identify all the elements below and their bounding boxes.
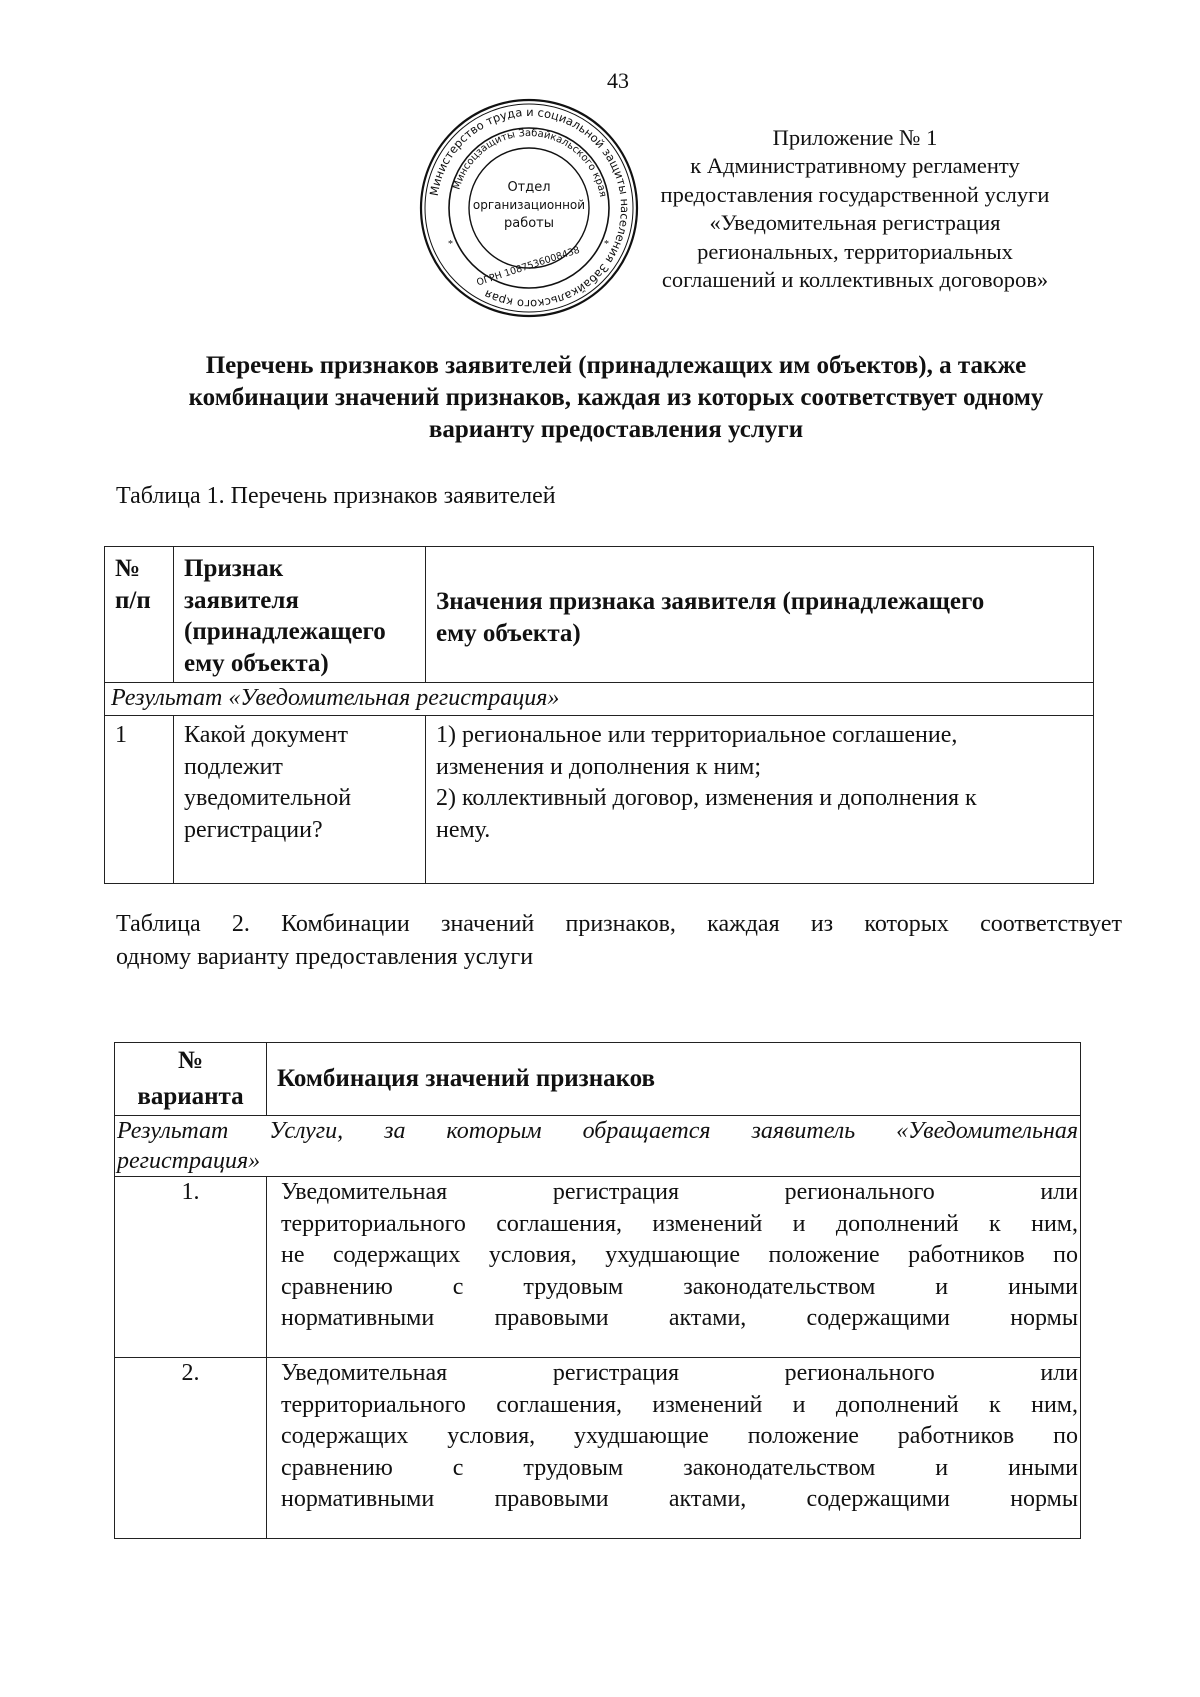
page-number: 43 — [607, 68, 629, 93]
stamp-inner-ring-text: Минсоцзащиты Забайкальского края — [451, 127, 609, 198]
variant-combination — [267, 1358, 1081, 1539]
official-stamp — [418, 97, 640, 319]
table-row — [115, 1177, 1081, 1358]
cell-text: содержащих условия, ухудшающие положение работников по — [281, 1423, 1078, 1449]
table1-section-row — [105, 683, 1094, 716]
document-title — [112, 350, 1120, 446]
cell-text: сравнению с трудовым законодательством и иными — [281, 1454, 1078, 1481]
table2-header-num — [115, 1043, 267, 1116]
row-feature — [174, 716, 426, 884]
header-text: ему объекта) — [436, 619, 581, 647]
table-row — [105, 716, 1094, 884]
section-line: Результат Услуги, за которым обращается заявитель «Уведомительная — [117, 1118, 1078, 1144]
cell-text: не содержащих условия, ухудшающие положение работников по — [281, 1242, 1078, 1268]
table2-section — [115, 1116, 1081, 1177]
appendix-line: соглашений и коллективных договоров» — [661, 267, 1049, 293]
variant-number: 2. — [115, 1358, 267, 1539]
table1-header-row — [105, 547, 1094, 683]
table2-caption — [116, 908, 1122, 974]
variant-combination — [267, 1177, 1081, 1358]
stamp-outer-text: Министерство труда и социальной защиты населения Забайкальского края — [426, 104, 633, 312]
section-line: регистрация» — [117, 1148, 261, 1174]
header-text: № — [115, 555, 141, 582]
stamp-star-right: * — [604, 239, 609, 250]
header-text: ему объекта) — [184, 649, 329, 677]
header-text: Значения признака заявителя (принадлежащего — [436, 588, 985, 615]
stamp-center-line2: организационной — [472, 198, 586, 212]
cell-text: сравнению с трудовым законодательством и иными — [281, 1273, 1078, 1300]
cell-text: 1) региональное или территориальное соглашение, — [436, 722, 958, 748]
header-text: № — [177, 1047, 204, 1074]
table1-header-values — [426, 547, 1094, 683]
cell-text: нормативными правовыми актами, содержащими нормы — [281, 1305, 1078, 1331]
cell-text: уведомительной — [184, 785, 352, 811]
header-text: Признак — [184, 555, 284, 582]
table1 — [104, 546, 1094, 884]
cell-text: нормативными правовыми актами, содержащими нормы — [281, 1486, 1078, 1512]
appendix-line: региональных, территориальных — [697, 238, 1013, 264]
appendix-header — [620, 124, 1090, 294]
appendix-line: предоставления государственной услуги — [660, 181, 1050, 207]
stamp-star-left: * — [448, 239, 453, 250]
table1-header-feature — [174, 547, 426, 683]
stamp-center-line3: работы — [503, 216, 555, 231]
table2-header-row — [115, 1043, 1081, 1116]
table1-header-num — [105, 547, 174, 683]
table2-section-row — [115, 1116, 1081, 1177]
title-line: комбинации значений признаков, каждая из которых соответствует одному — [188, 384, 1044, 411]
table1-section: Результат «Уведомительная регистрация» — [105, 683, 1094, 716]
cell-text: территориального соглашения, изменений и дополнений к ним, — [281, 1210, 1078, 1237]
stamp-ogrn: ОГРН 1087536008438 — [475, 244, 582, 289]
table2-header-combination: Комбинация значений признаков — [267, 1043, 1081, 1116]
table1-caption: Таблица 1. Перечень признаков заявителей — [116, 483, 556, 509]
appendix-line: к Административному регламенту — [690, 153, 1020, 179]
table2 — [114, 1042, 1081, 1539]
cell-text: 2) коллективный договор, изменения и дополнения к — [436, 785, 977, 811]
variant-number: 1. — [115, 1177, 267, 1358]
cell-text: нему. — [436, 816, 491, 843]
stamp-center-line1: Отдел — [507, 180, 551, 195]
cell-text: Уведомительная регистрация регионального или — [281, 1360, 1078, 1386]
table-row — [115, 1358, 1081, 1539]
caption-line: одному варианту предоставления услуги — [116, 944, 534, 970]
row-number: 1 — [105, 716, 174, 884]
appendix-line: «Уведомительная регистрация — [709, 210, 1001, 236]
header-text: заявителя — [184, 586, 299, 614]
cell-text: территориального соглашения, изменений и дополнений к ним, — [281, 1391, 1078, 1418]
header-text: (принадлежащего — [184, 618, 386, 645]
header-text: п/п — [115, 586, 151, 614]
row-values — [426, 716, 1094, 884]
appendix-line: Приложение № 1 — [772, 125, 938, 150]
cell-text: подлежит — [184, 753, 283, 780]
caption-line: Таблица 2. Комбинации значений признаков, каждая из которых соответствует — [116, 911, 1122, 937]
cell-text: Уведомительная регистрация регионального или — [281, 1179, 1078, 1205]
header-text: варианта — [137, 1083, 244, 1110]
cell-text: регистрации? — [184, 816, 323, 843]
cell-text: Какой документ — [184, 722, 349, 748]
title-line: Перечень признаков заявителей (принадлежащих им объектов), а также — [205, 352, 1027, 379]
cell-text: изменения и дополнения к ним; — [436, 753, 762, 780]
title-line: варианту предоставления услуги — [428, 416, 804, 443]
